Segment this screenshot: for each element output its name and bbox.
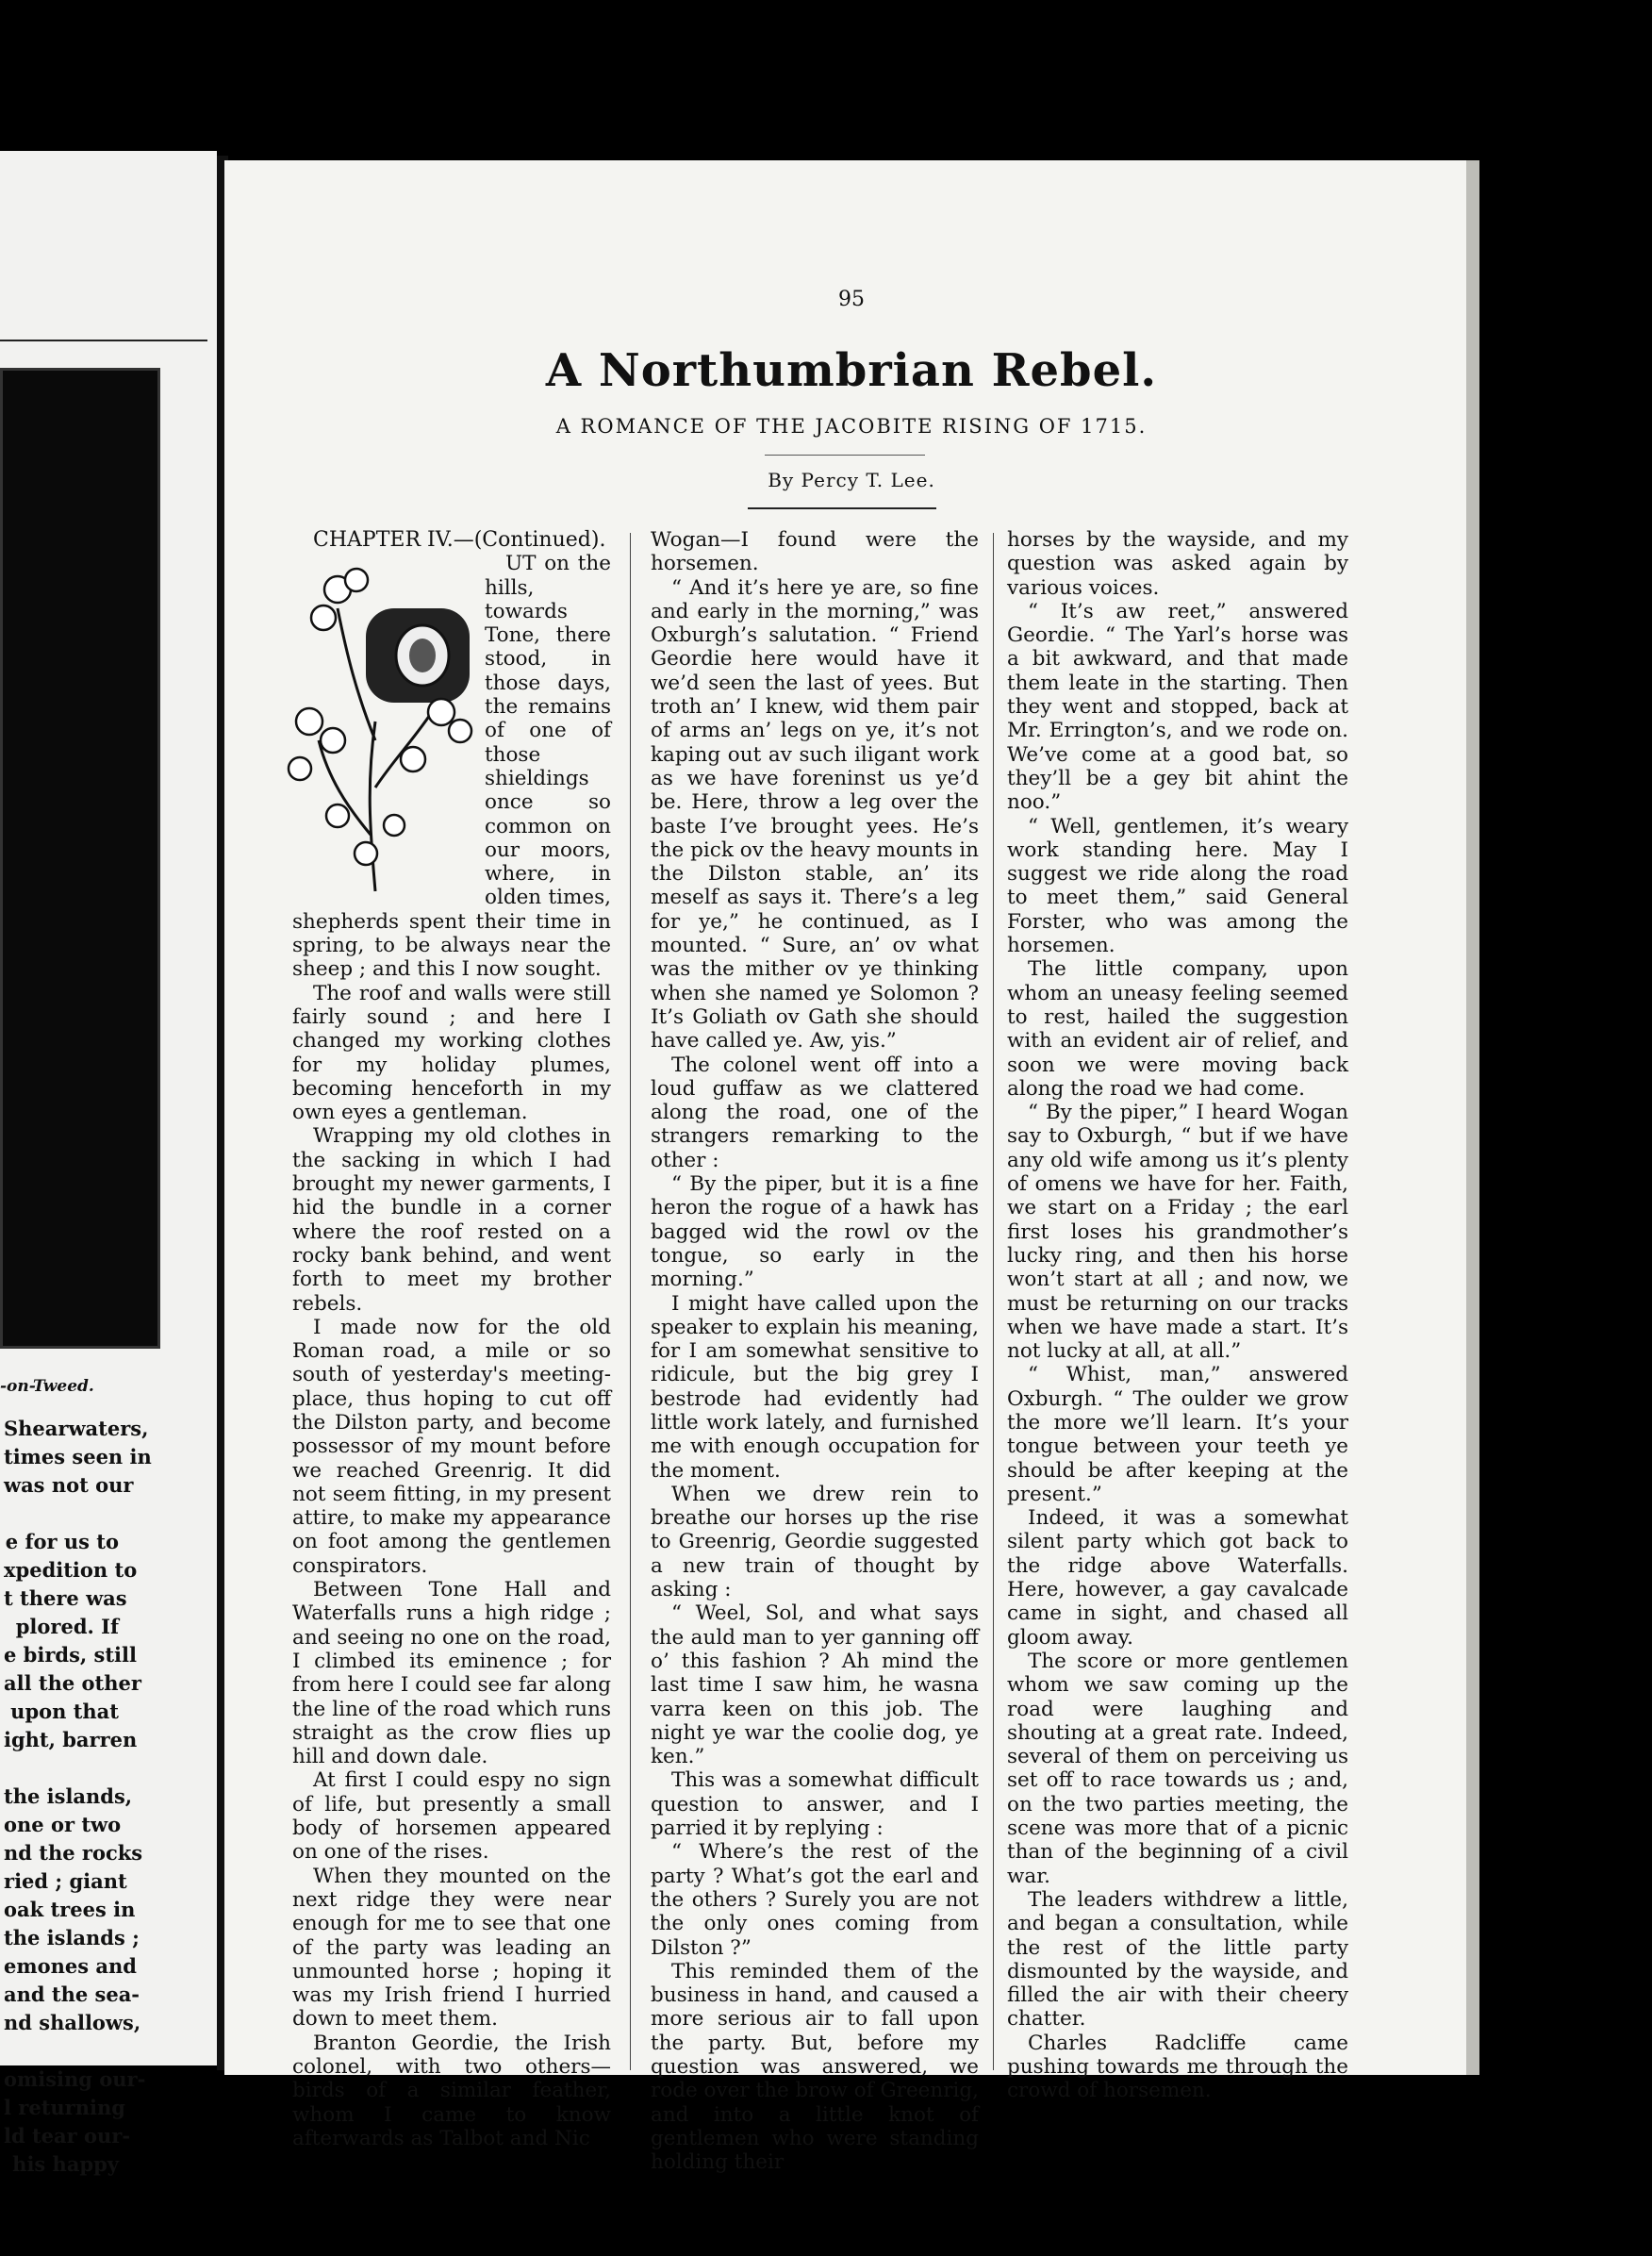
left-page-line: was not our bbox=[4, 1473, 134, 1497]
paragraph: Indeed, it was a somewhat silent party which got back to the ridge above Waterfalls. Here, however, a gay cavalcade came in sight, and chased all gloom away. bbox=[1007, 1506, 1348, 1650]
floral-ornament-icon bbox=[281, 552, 479, 901]
paragraph: horses by the wayside, and my question was asked again by various voices. bbox=[1007, 528, 1348, 600]
left-page-text bbox=[4, 1415, 152, 2179]
page-edge bbox=[1466, 160, 1479, 2075]
text-column-3 bbox=[1007, 528, 1348, 2103]
left-page-line: e birds, still bbox=[4, 1643, 137, 1667]
text-column-1 bbox=[292, 528, 611, 2150]
paragraph: “ And it’s here ye are, so fine and early in the morning,” was Oxburgh’s salutation. “ Friend Geordie here would have it we’d seen the last of yees. But troth an’ I knew, wid them pair of arms an’ legs on ye, it’s not kaping out av such iligant work as we have foreninst us ye’d be. Here, throw a leg over the baste I’ve brought yees. He’s the pick ov the heavy mounts in the Dilston stable, an’ its meself as says it. There’s a leg for ye,” he continued, as I mounted. “ Sure, an’ ov what was the mither ov ye thinking when she named ye Solomon ? It’s Goliath ov Gath she should have called ye. Aw, yis.” bbox=[651, 575, 979, 1053]
left-page-line: xpedition to bbox=[4, 1558, 138, 1582]
paragraph: When we drew rein to breathe our horses up the rise to Greenrig, Geordie suggested a new train of thought by asking : bbox=[651, 1482, 979, 1602]
byline-rule bbox=[748, 507, 936, 509]
paragraph: At first I could espy no sign of life, but presently a small body of horsemen appeared on one of the rises. bbox=[292, 1768, 611, 1865]
left-page-photograph bbox=[0, 368, 160, 1349]
page-number: 95 bbox=[838, 288, 865, 311]
left-page-line: upon that bbox=[10, 1700, 119, 1723]
byline: By Percy T. Lee. bbox=[768, 469, 935, 491]
paragraph: “ By the piper,” I heard Wogan say to Oxburgh, “ but if we have any old wife among us it’s plenty of omens we have for her. Faith, we start on a Friday ; the earl first loses his grandmother’s lucky ring, and then his horse won’t start at all ; and now, we must be returning on our tracks when we have made a start. It’s not lucky at all, at all.” bbox=[1007, 1101, 1348, 1364]
paragraph: This was a somewhat difficult question to answer, and I parried it by replying : bbox=[651, 1768, 979, 1841]
left-page-line: one or two bbox=[4, 1813, 122, 1836]
left-page-rule bbox=[0, 340, 207, 341]
left-page-line: times seen in bbox=[4, 1445, 152, 1468]
article-subtitle: A ROMANCE OF THE JACOBITE RISING OF 1715. bbox=[555, 415, 1148, 438]
left-page-line bbox=[4, 1754, 119, 1783]
paragraph: The roof and walls were still fairly sound ; and here I changed my working clothes for my holiday plumes, becoming henceforth in my own eyes a gentleman. bbox=[292, 981, 611, 1125]
left-page-line bbox=[4, 2037, 119, 2065]
left-page-line: e for us to bbox=[5, 1530, 119, 1553]
title-rule bbox=[765, 455, 925, 456]
paragraph: The colonel went off into a loud guffaw as we clattered along the road, one of the strangers remarking to the other : bbox=[651, 1053, 979, 1172]
left-page-line: omising our- bbox=[4, 2067, 146, 2091]
column-divider bbox=[630, 533, 631, 2070]
page bbox=[224, 160, 1479, 2175]
paragraph: This reminded them of the business in hand, and caused a more serious air to fall upon the party. But, before my question was answered, we rode over the brow of Greenrig, and into a little knot of gentlemen who were standing holding their bbox=[651, 1959, 979, 2175]
left-page-line: l returning bbox=[4, 2096, 125, 2119]
paragraph: Wogan—I found were the horsemen. bbox=[651, 528, 979, 576]
left-page-line: all the other bbox=[4, 1671, 141, 1695]
left-page-line: Shearwaters, bbox=[4, 1417, 149, 1440]
paragraph: “ Whist, man,” answered Oxburgh. “ The oulder we grow the more we’ll learn. It’s your tongue between your teeth ye should be after keeping at the present.” bbox=[1007, 1363, 1348, 1506]
paragraph: “ Well, gentlemen, it’s weary work standing here. May I suggest we ride along the road to meet them,” said General Forster, who was among the horsemen. bbox=[1007, 814, 1348, 958]
left-page-line: ight, barren bbox=[4, 1728, 138, 1751]
paragraph: Charles Radcliffe came pushing towards me through the crowd of horsemen. bbox=[1007, 2031, 1348, 2103]
paragraph: I made now for the old Roman road, a mile or so south of yesterday's meeting-place, thus hoping to cut off the Dilston party, and become possessor of my mount before we reached Greenrig. It did not seem fitting, in my present attire, to make my appearance on foot among the gentlemen conspirators. bbox=[292, 1315, 611, 1578]
left-page-line: nd shallows, bbox=[4, 2011, 141, 2034]
column-divider bbox=[993, 533, 994, 2070]
left-page-line: nd the rocks bbox=[4, 1841, 143, 1865]
left-page-line: his happy bbox=[12, 2152, 119, 2176]
paragraph: “ It’s aw reet,” answered Geordie. “ The Yarl’s horse was a bit awkward, and that made them leate in the starting. Then they went and stopped, back at Mr. Errington’s, and we rode on. We’ve come at a good bat, so they’ll be a gey bit ahint the noo.” bbox=[1007, 599, 1348, 815]
left-page-line: ried ; giant bbox=[4, 1869, 127, 1893]
left-page-line: plored. If bbox=[15, 1615, 119, 1638]
paragraph: Wrapping my old clothes in the sacking in which I had brought my newer garments, I hid the bundle in a corner where the roof rested on a rocky bank behind, and went forth to meet my brother rebels. bbox=[292, 1124, 611, 1316]
left-page-line bbox=[4, 1500, 119, 1528]
left-page-line: oak trees in bbox=[4, 1898, 136, 1921]
paragraph: Branton Geordie, the Irish colonel, with two others—birds of a similar feather, whom I came to know afterwards as Talbot and Nic bbox=[292, 2031, 611, 2150]
left-page-line: and the sea- bbox=[4, 1982, 140, 2006]
previous-page-fragment bbox=[0, 151, 217, 2176]
left-page-line: the islands, bbox=[4, 1784, 133, 1808]
article-title: A Northumbrian Rebel. bbox=[545, 344, 1158, 397]
left-page-caption: -on-Tweed. bbox=[0, 1377, 94, 1396]
text-column-2 bbox=[651, 528, 979, 2174]
paragraph: I might have called upon the speaker to explain his meaning, for I am somewhat sensitive to ridicule, but the big grey I bestrode had evidently had little work lately, and furnished me with enough occupation for the moment. bbox=[651, 1291, 979, 1483]
paragraph: The leaders withdrew a little, and began a consultation, while the rest of the little party dismounted by the wayside, and filled the air with their cheery chatter. bbox=[1007, 1887, 1348, 2032]
left-page-line: ld tear our- bbox=[4, 2124, 131, 2148]
paragraph: “ Where’s the rest of the party ? What’s got the earl and the others ? Surely you are not the only ones coming from Dilston ?” bbox=[651, 1840, 979, 1960]
paragraph: “ Weel, Sol, and what says the auld man to yer ganning off o’ this fashion ? Ah mind the last time I saw him, he wasna varra keen on this job. The night ye war the coolie dog, ye ken.” bbox=[651, 1601, 979, 1769]
paragraph: When they mounted on the next ridge they were near enough for me to see that one of the party was leading an unmounted horse ; hoping it was my Irish friend I hurried down to meet them. bbox=[292, 1864, 611, 2032]
paragraph: Between Tone Hall and Waterfalls runs a high ridge ; and seeing no one on the road, I climbed its eminence ; for from here I could see far along the line of the road which runs straight as the crow flies up hill and down dale. bbox=[292, 1578, 611, 1769]
paragraph: The score or more gentlemen whom we saw coming up the road were laughing and shouting at a great rate. Indeed, several of them on perceiving us set off to race towards us ; and, on the two parties meeting, the scene was more that of a picnic than of the beginning of a civil war. bbox=[1007, 1649, 1348, 1888]
left-page-line: t there was bbox=[4, 1586, 127, 1610]
paragraph: “ By the piper, but it is a fine heron the rogue of a hawk has bagged wid the rowl ov the tongue, so early in the morning.” bbox=[651, 1172, 979, 1292]
left-page-line: emones and bbox=[4, 1954, 137, 1978]
left-page-line: the islands ; bbox=[4, 1926, 140, 1949]
paragraph: UT on the hills, towards Tone, there stood, in those days, the remains of one of those shieldings once so common on our moors, where, in olden times, shepherds spent their time in spring, to be always near the sheep ; and this I now sought. bbox=[292, 552, 611, 982]
chapter-heading: CHAPTER IV.—(Continued). bbox=[313, 528, 606, 552]
scan-border-top bbox=[0, 0, 1652, 55]
paragraph: The little company, upon whom an uneasy feeling seemed to rest, hailed the suggestion with an evident air of relief, and soon we were moving back along the road we had come. bbox=[1007, 957, 1348, 1101]
